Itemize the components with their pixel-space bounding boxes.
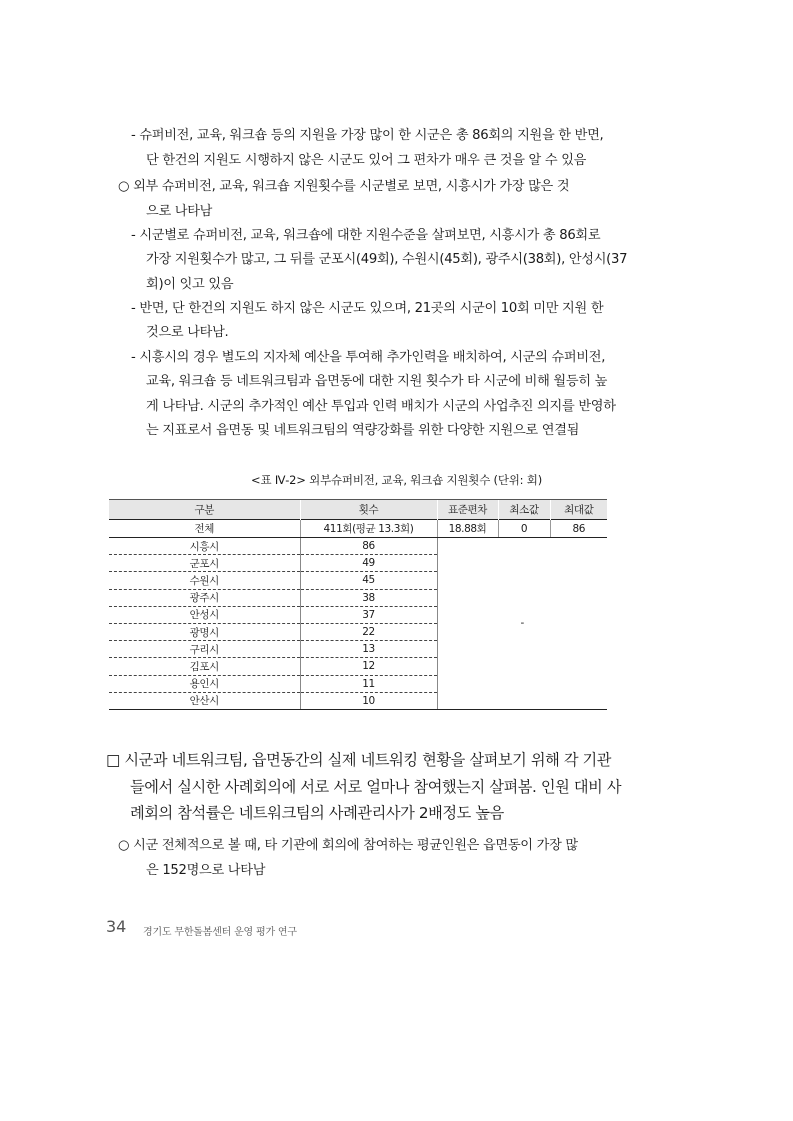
body2-line-3: 례회의 참석률은 네트워크팀의 사례관리사가 2배정도 높음 xyxy=(130,804,504,822)
city-name: 구리시 xyxy=(109,641,300,658)
city-name: 김포시 xyxy=(109,658,300,675)
body2-line-4: ○ 시군 전체적으로 볼 때, 타 기관에 회의에 참여하는 평균인원은 읍면동이 가장 많 xyxy=(118,838,578,853)
body-line-11: 교육, 워크숍 등 네트워크팀과 읍면동에 대한 지원 횟수가 타 시군에 비해 월등히 높 xyxy=(146,374,608,389)
city-count: 22 xyxy=(300,623,437,640)
page-number: 34 xyxy=(106,917,127,936)
city-name: 광명시 xyxy=(109,623,300,640)
city-count: 86 xyxy=(300,538,437,555)
table-total-row xyxy=(109,520,607,538)
total-min: 0 xyxy=(498,520,550,538)
body-line-4: 으로 나타남 xyxy=(146,204,213,219)
total-count: 411회(평균 13.3회) xyxy=(300,520,437,538)
city-count: 10 xyxy=(300,692,437,709)
city-count: 38 xyxy=(300,589,437,606)
city-name: 안성시 xyxy=(109,606,300,623)
body-line-6: 가장 지원횟수가 많고, 그 뒤를 군포시(49회), 수원시(45회), 광주시(38회), 안성시(37 xyxy=(146,252,628,267)
city-name: 안산시 xyxy=(109,692,300,709)
body2-line-5: 은 152명으로 나타남 xyxy=(146,863,266,878)
body-line-3: ○ 외부 슈퍼비전, 교육, 워크숍 지원횟수를 시군별로 보면, 시흥시가 가장 많은 것 xyxy=(118,179,570,194)
header-category: 구분 xyxy=(109,500,300,520)
support-count-table xyxy=(109,499,607,710)
body-line-1: - 슈퍼비전, 교육, 워크숍 등의 지원을 가장 많이 한 시군은 총 86회의 지원을 한 반면, xyxy=(131,128,604,143)
table-header-row xyxy=(109,500,607,520)
body-line-12: 게 나타남. 시군의 추가적인 예산 투입과 인력 배치가 시군의 사업추진 의지를 반영하 xyxy=(146,399,616,414)
city-name: 광주시 xyxy=(109,589,300,606)
table-row xyxy=(109,538,607,555)
city-count: 49 xyxy=(300,555,437,572)
total-stddev: 18.88회 xyxy=(437,520,498,538)
table-caption: <표 Ⅳ-2> 외부슈퍼비전, 교육, 워크숍 지원횟수 (단위: 회) xyxy=(251,473,542,487)
body-line-2: 단 한건의 지원도 시행하지 않은 시군도 있어 그 편차가 매우 큰 것을 알 수 있음 xyxy=(146,153,587,168)
city-name: 용인시 xyxy=(109,675,300,692)
city-name: 시흥시 xyxy=(109,538,300,555)
body2-line-1: □ 시군과 네트워크팀, 읍면동간의 실제 네트워킹 현황을 살펴보기 위해 각 기관 xyxy=(106,751,612,769)
city-count: 11 xyxy=(300,675,437,692)
body-line-7: 회)이 잇고 있음 xyxy=(146,277,234,292)
header-count: 횟수 xyxy=(300,500,437,520)
body-line-5: - 시군별로 슈퍼비전, 교육, 워크숍에 대한 지원수준을 살펴보면, 시흥시가 총 86회로 xyxy=(131,228,601,243)
body-line-8: - 반면, 단 한건의 지원도 하지 않은 시군도 있으며, 21곳의 시군이 10회 미만 지원 한 xyxy=(131,301,604,316)
body-line-13: 는 지표로서 읍면동 및 네트워크팀의 역량강화를 위한 다양한 지원으로 연결됨 xyxy=(146,423,580,438)
header-min: 최소값 xyxy=(498,500,550,520)
body-line-9: 것으로 나타남. xyxy=(146,325,229,340)
running-footer-title: 경기도 무한돌봄센터 운영 평가 연구 xyxy=(143,927,297,938)
body2-line-2: 들에서 실시한 사례회의에 서로 서로 얼마나 참여했는지 살펴봄. 인원 대비 사 xyxy=(130,778,622,796)
city-name: 군포시 xyxy=(109,555,300,572)
total-max: 86 xyxy=(550,520,607,538)
merged-stats-cell: - xyxy=(437,538,607,710)
city-count: 37 xyxy=(300,606,437,623)
city-count: 12 xyxy=(300,658,437,675)
header-max: 최대값 xyxy=(550,500,607,520)
total-label: 전체 xyxy=(109,520,300,538)
header-stddev: 표준편차 xyxy=(437,500,498,520)
body-line-10: - 시흥시의 경우 별도의 지자체 예산을 투여해 추가인력을 배치하여, 시군의 슈퍼비전, xyxy=(131,350,606,365)
city-count: 45 xyxy=(300,572,437,589)
city-count: 13 xyxy=(300,641,437,658)
city-name: 수원시 xyxy=(109,572,300,589)
